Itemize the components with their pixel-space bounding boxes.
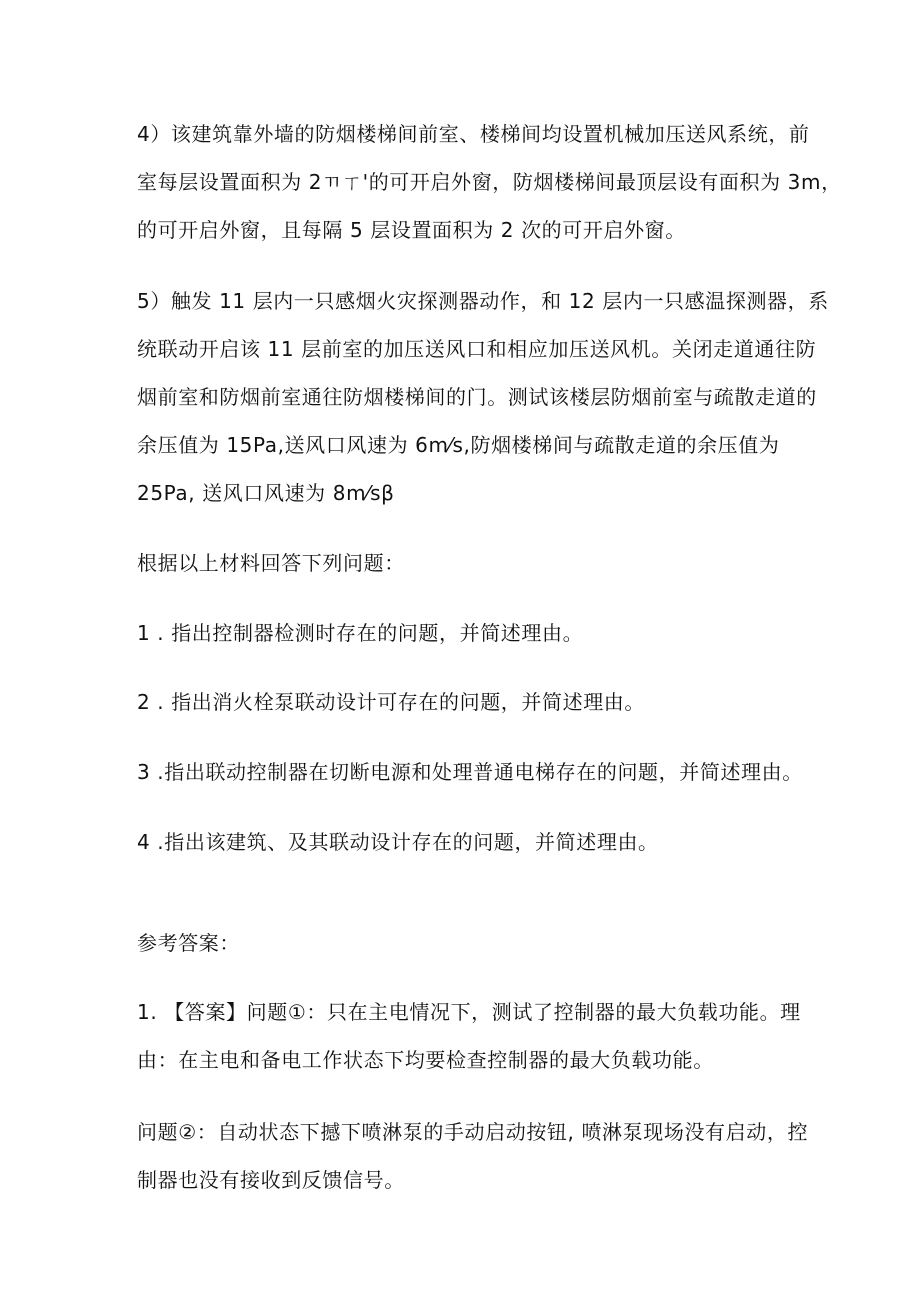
item-5-line-2: 统联动开启该 11 层前室的加压送风口和相应加压送风机。关闭走道通往防 [137,337,817,361]
answer-1-problem-2-line-1: 问题②：自动状态下撼下喷淋泵的手动启动按钮, 喷淋泵现场没有启动，控 [137,1120,809,1144]
item-5-line-1: 5）触发 11 层内一只感烟火灾探测器动作，和 12 层内一只感温探测器，系 [137,289,829,313]
answer-1-line-2: 由：在主电和备电工作状态下均要检查控制器的最大负载功能。 [137,1048,714,1072]
question-2: 2 . 指出消火栓泵联动设计可存在的问题，并简述理由。 [137,690,645,714]
questions-intro: 根据以上材料回答下列问题： [137,551,405,575]
item-4-line-1: 4）该建筑靠外墙的防烟楼梯间前室、楼梯间均设置机械加压送风系统，前 [137,122,810,146]
answer-1-line-1: 1. 【答案】问题①：只在主电情况下，测试了控制器的最大负载功能。理 [137,1000,801,1024]
item-5-line-5: 25Pa, 送风口风速为 8m⁄sβ [137,481,395,505]
item-4-line-2: 室每层设置面积为 2ㄲㄒ'的可开启外窗，防烟楼梯间最顶层设有面积为 3m， [137,170,842,194]
item-5-line-4: 余压值为 15Pa,送风口风速为 6m⁄s,防烟楼梯间与疏散走道的余压值为 [137,433,780,457]
item-4-line-3: 的可开启外窗，且每隔 5 层设置面积为 2 次的可开启外窗。 [137,218,686,242]
question-4: 4 .指出该建筑、及其联动设计存在的问题，并简述理由。 [137,830,659,854]
question-1: 1 . 指出控制器检测时存在的问题，并简述理由。 [137,621,584,645]
answer-1-problem-2-line-2: 制器也没有接收到反馈信号。 [137,1168,405,1192]
answers-heading: 参考答案： [137,931,240,955]
question-3: 3 .指出联动控制器在切断电源和处理普通电梯存在的问题，并简述理由。 [137,760,803,784]
item-5-line-3: 烟前室和防烟前室通往防烟楼梯间的门。测试该楼层防烟前室与疏散走道的 [137,385,817,409]
